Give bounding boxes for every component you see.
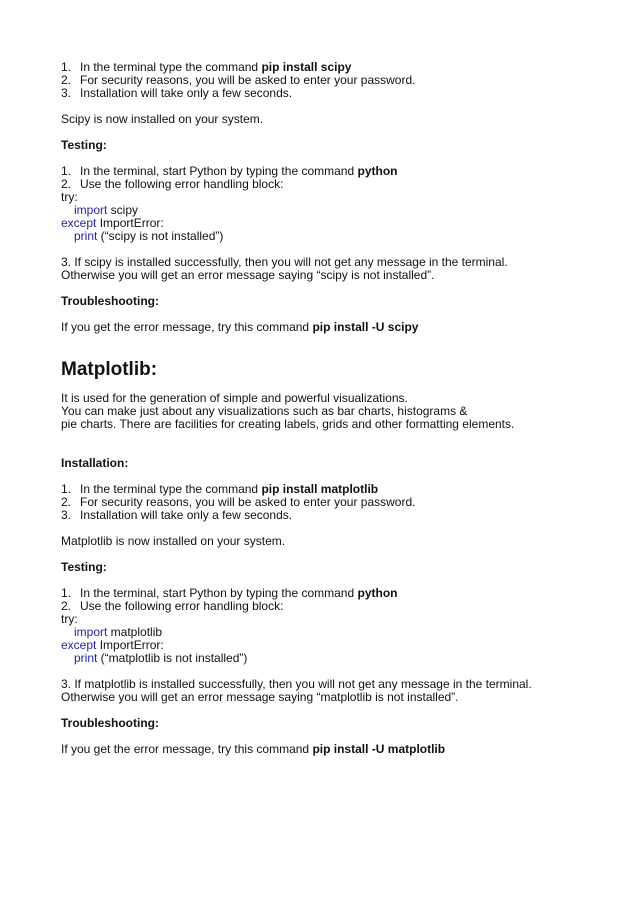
scipy-code-block: try: import scipy except ImportError: print (“scipy is not installed”) <box>61 190 224 243</box>
list-item: 1. In the terminal type the command pip install matplotlib <box>61 482 379 496</box>
matplotlib-troubleshooting-heading: Troubleshooting: <box>61 716 159 730</box>
list-item: 2. Use the following error handling block: <box>61 599 284 613</box>
matplotlib-intro: It is used for the generation of simple and powerful visualizations. You can make just about any visualizations such as bar charts, histograms & pie charts. There are facilities for creating labels, grids and other formatting elements. <box>61 391 515 431</box>
list-item: 3. Installation will take only a few seconds. <box>61 86 293 100</box>
matplotlib-installed-note: Matplotlib is now installed on your system. <box>61 534 286 548</box>
scipy-testing-heading: Testing: <box>61 138 107 152</box>
scipy-test-steps <box>61 165 601 191</box>
scipy-install-steps <box>61 61 601 100</box>
list-item: 1. In the terminal, start Python by typing the command python <box>61 586 398 600</box>
scipy-installed-note: Scipy is now installed on your system. <box>61 112 264 126</box>
list-item: 2. Use the following error handling block: <box>61 177 284 191</box>
scipy-result-line: Otherwise you will get an error message saying “scipy is not installed”. <box>61 268 435 282</box>
matplotlib-result-line: Otherwise you will get an error message saying “matplotlib is not installed”. <box>61 690 459 704</box>
scipy-troubleshooting-text: If you get the error message, try this command pip install -U scipy <box>61 320 419 334</box>
matplotlib-testing-heading: Testing: <box>61 560 107 574</box>
list-item: 2. For security reasons, you will be asked to enter your password. <box>61 73 416 87</box>
list-item: 1. In the terminal, start Python by typing the command python <box>61 164 398 178</box>
scipy-troubleshooting-heading: Troubleshooting: <box>61 294 159 308</box>
scipy-result-line: 3. If scipy is installed successfully, then you will not get any message in the terminal. <box>61 255 508 269</box>
matplotlib-code-block: try: import matplotlib except ImportError: print (“matplotlib is not installed”) <box>61 612 248 665</box>
matplotlib-troubleshooting-text: If you get the error message, try this command pip install -U matplotlib <box>61 742 446 756</box>
matplotlib-title: Matplotlib: <box>61 359 158 380</box>
matplotlib-result-line: 3. If matplotlib is installed successfully, then you will not get any message in the terminal. <box>61 677 532 691</box>
document-page <box>61 61 601 756</box>
matplotlib-installation-heading: Installation: <box>61 456 129 470</box>
matplotlib-test-steps <box>61 587 601 613</box>
matplotlib-install-steps <box>61 483 601 522</box>
list-item: 1. In the terminal type the command pip install scipy <box>61 60 352 74</box>
list-item: 3. Installation will take only a few seconds. <box>61 508 293 522</box>
list-item: 2. For security reasons, you will be asked to enter your password. <box>61 495 416 509</box>
